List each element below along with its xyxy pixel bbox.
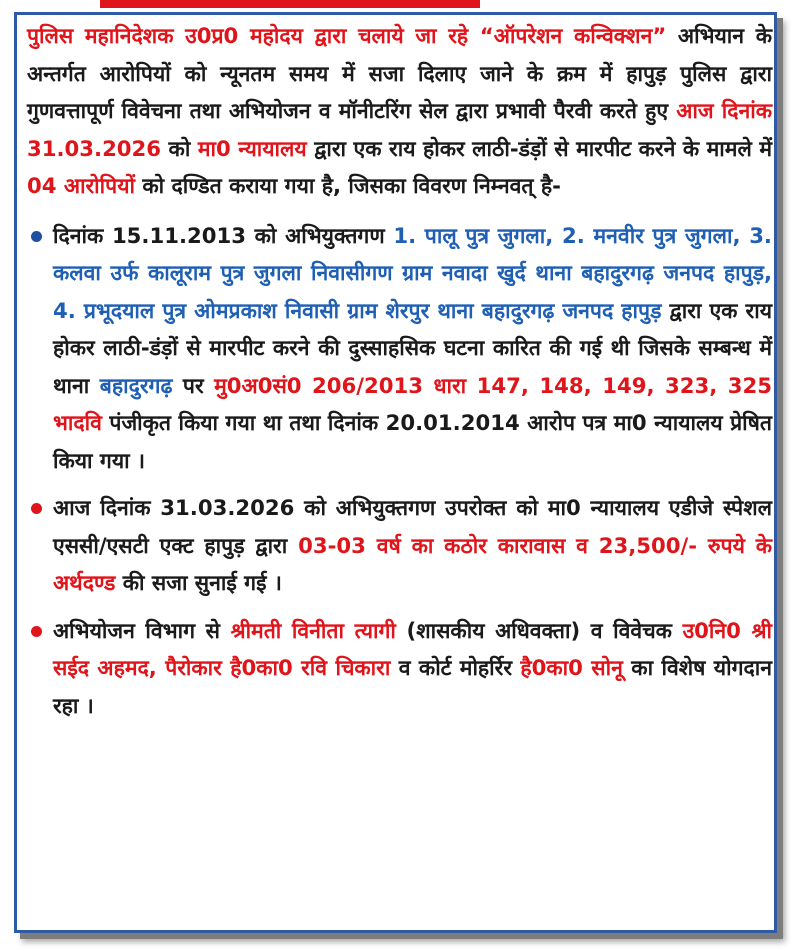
point-text: व कोर्ट मोहर्रिर bbox=[390, 655, 521, 680]
bullet-icon bbox=[31, 626, 42, 637]
intro-text: द्वारा एक राय होकर लाठी-डंड़ों से मारपीट करने के मामले में bbox=[306, 135, 773, 161]
press-note-content bbox=[27, 17, 772, 734]
point-text: (शासकीय अधिवक्ता) व विवेचक bbox=[395, 617, 683, 643]
intro-text: को दण्डित कराया गया है, जिसका विवरण निम्नवत् है- bbox=[134, 173, 561, 198]
intro-accused-count: 04 आरोपियों bbox=[27, 173, 135, 198]
bullet-icon bbox=[31, 503, 42, 514]
intro-court: मा0 न्यायालय bbox=[197, 135, 307, 161]
intro-text: अभियान के अन्तर्गत आरोपियों को न्यूनतम समय में सजा दिलाए जाने के क्रम में हापुड़ पुलिस द्वारा गुणवत्तापूर्ण विवेचना तथा अभियोजन व मॉनीटरिंग सेल द्वारा प्रभावी पैरवी करते हुए bbox=[27, 23, 772, 123]
point-text: द्वारा एक राय होकर लाठी-डंड़ों से मारपीट करने की दुस्साहसिक घटना कारित की गई थी जिसके सम्बन्ध में थाना bbox=[53, 297, 772, 398]
point-text: आज दिनांक 31.03.2026 को अभियुक्तगण उपरोक्त को मा0 न्यायालय एडीजे स्पेशल एससी/एसटी एक्ट हापुड़ द्वारा bbox=[53, 495, 772, 558]
point-text: की सजा सुनाई गई । bbox=[115, 570, 282, 595]
intro-paragraph bbox=[27, 17, 772, 205]
police-station: बहादुरगढ़ bbox=[99, 372, 173, 398]
accused-names: 1. पालू पुत्र जुगला, 2. मनवीर पुत्र जुगला, 3. कलवा उर्फ कालूराम पुत्र जुगला निवासीगण ग्राम नवादा खुर्द थाना बहादुरगढ़ जनपद हापुड़, 4. प्रभूदयाल पुत्र ओमप्रकाश निवासी ग्राम शेरपुर थाना बहादुरगढ़ जनपद हापुड़ bbox=[53, 222, 772, 323]
point-text: पंजीकृत किया गया था तथा दिनांक 20.01.2014 आरोप पत्र मा0 न्यायालय प्रेषित किया गया । bbox=[53, 410, 772, 473]
point-text: का विशेष योगदान रहा । bbox=[53, 655, 772, 718]
court-clerk-name: है0का0 सोनू bbox=[520, 655, 623, 680]
list-item bbox=[27, 489, 772, 602]
intro-heading-text: पुलिस महानिदेशक उ0प्र0 महोदय द्वारा चलाये जा रहे “ऑपरेशन कन्विक्शन” bbox=[27, 23, 667, 48]
list-item bbox=[27, 217, 772, 480]
details-list bbox=[27, 217, 772, 725]
point-text: पर bbox=[172, 372, 215, 398]
press-note-card bbox=[14, 12, 777, 933]
top-accent-bar bbox=[100, 0, 480, 8]
intro-date: आज दिनांक 31.03.2026 bbox=[27, 98, 772, 161]
bullet-icon bbox=[31, 231, 42, 242]
investigator-names: उ0नि0 श्री सईद अहमद, पैरोकार है0का0 रवि चिकारा bbox=[53, 617, 772, 680]
sentence-details: 03-03 वर्ष का कठोर कारावास व 23,500/- रुपये के अर्थदण्ड bbox=[53, 532, 772, 595]
point-text: दिनांक 15.11.2013 को अभियुक्तगण bbox=[53, 222, 394, 248]
advocate-name: श्रीमती विनीता त्यागी bbox=[230, 617, 396, 643]
case-number: मु0अ0सं0 206/2013 धारा 147, 148, 149, 323, 325 भादवि bbox=[53, 372, 772, 435]
point-text: अभियोजन विभाग से bbox=[53, 617, 231, 643]
list-item bbox=[27, 612, 772, 725]
intro-text: को bbox=[161, 135, 198, 161]
